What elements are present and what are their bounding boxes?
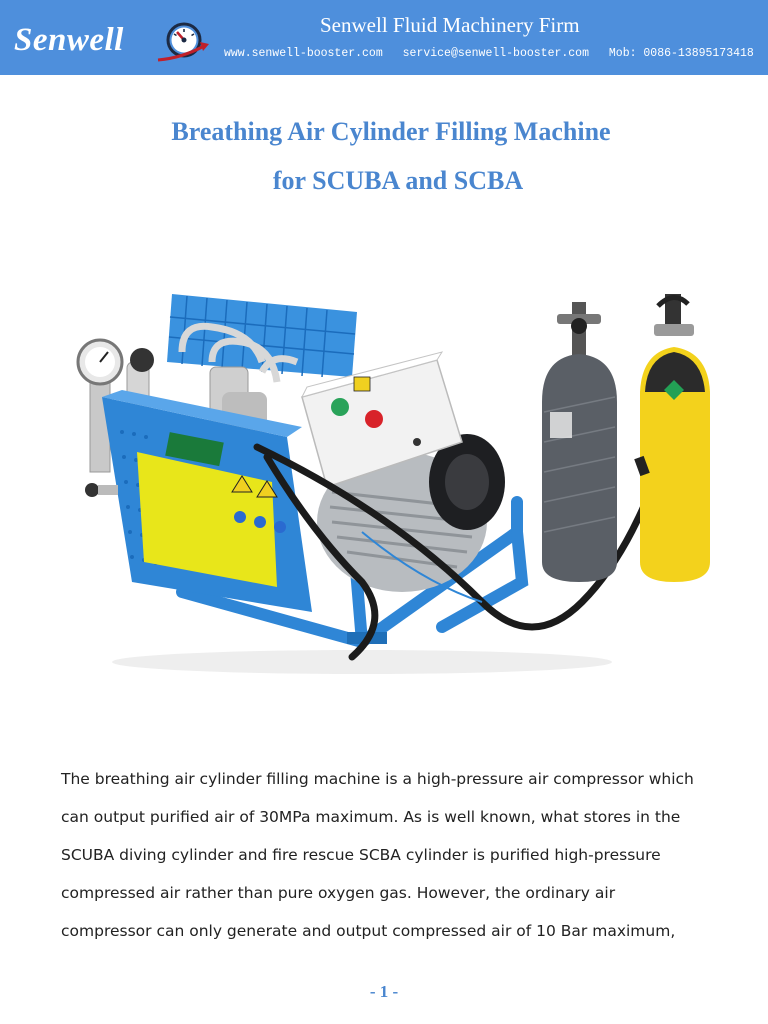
- compressor-body: [102, 390, 312, 612]
- paragraph-line: can output purified air of 30MPa maximum. As is well known, what stores in the: [61, 808, 681, 826]
- paragraph-line: compressor can only generate and output compressed air of 10 Bar maximum,: [61, 922, 676, 940]
- document-title-line1: Breathing Air Cylinder Filling Machine: [171, 117, 611, 146]
- contact-info: [224, 47, 754, 60]
- paragraph-line: The breathing air cylinder filling machine is a high-pressure air compressor which: [61, 770, 694, 788]
- product-image: [62, 282, 722, 677]
- body-paragraph: [61, 760, 721, 950]
- email-link[interactable]: service@senwell-booster.com: [402, 47, 589, 60]
- paragraph-line: SCUBA diving cylinder and fire rescue SCBA cylinder is purified high-pressure: [61, 846, 661, 864]
- firm-name: Senwell Fluid Machinery Firm: [320, 13, 580, 37]
- mobile-number: Mob: 0086-13895173418: [608, 47, 754, 60]
- gauge-icon: [154, 18, 210, 64]
- paragraph-line: compressed air rather than pure oxygen gas. However, the ordinary air: [61, 884, 616, 902]
- carbon-fiber-cylinder: [542, 302, 617, 582]
- document-title-line2: for SCUBA and SCBA: [272, 166, 524, 195]
- page-number: - 1 -: [369, 982, 399, 1001]
- logo-text: Senwell: [14, 22, 124, 58]
- website-link[interactable]: www.senwell-booster.com: [224, 47, 383, 60]
- protective-cage: [167, 294, 357, 377]
- page-header: [0, 0, 768, 75]
- yellow-cylinder: [634, 294, 710, 582]
- senwell-logo: [14, 18, 204, 66]
